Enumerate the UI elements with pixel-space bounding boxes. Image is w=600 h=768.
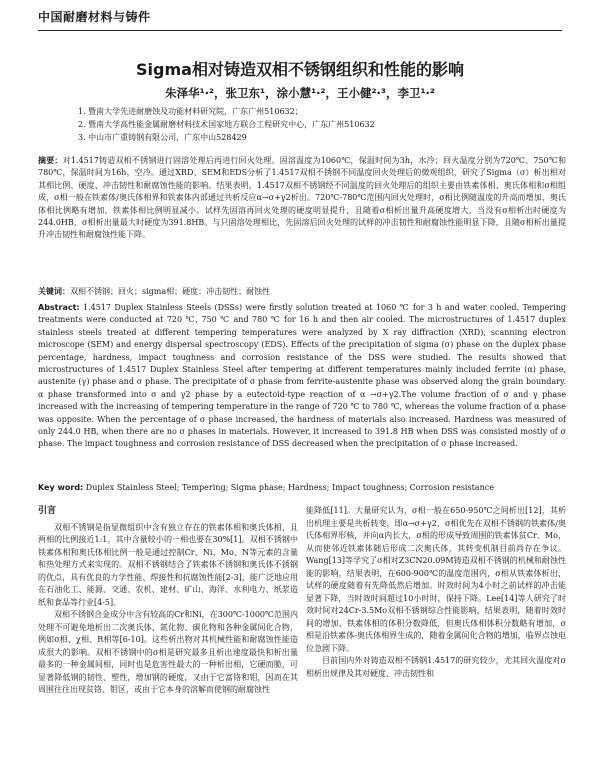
keywords-cn bbox=[38, 286, 566, 298]
body-right-column bbox=[306, 505, 566, 680]
abstract-cn bbox=[38, 155, 566, 242]
keywords-en bbox=[38, 482, 566, 494]
affiliation-2: 2. 暨南大学高性能金属耐磨材料技术国家地方联合工程研究中心，广东广州510632 bbox=[78, 120, 375, 129]
keywords-cn-label: 关键词： bbox=[38, 287, 70, 296]
body-paragraph: 双相不锈钢是指显微组织中含有独立存在的铁素体相和奥氏体相，且两相的比例接近1:1，其中含量较小的一相也要在30%[1]。双相不锈钢中铁素体相和奥氏体相比例一般是通过控制Cr、Ni、Mo、N等元素的含量和热处理方式来实现的。双相不锈钢结合了铁素体不锈钢和奥氏体不锈钢的优点，具有优良的力学性能、焊接性和抗腐蚀性能[2-3]，能广泛地应用在石油化工、能源、交通、农机、建材、矿山、海洋、水利电力、纸浆造纸和食品等行业[4-5]。 bbox=[38, 522, 298, 607]
abstract-en-text: 1.4517 Duplex Stainless Steels (DSSs) were firstly solution treated at 1060 ℃ for 3 h and water cooled. Tempering treatments were conducted at 720 ℃, 750 ℃ and 780 ℃ for 16 h and then air cooled. The microstructures of 1.4517 duplex stainless steels treated at different tempering temperatures were analyzed by X ray diffraction (XRD), scanning electron microscope (SEM) and energy dispersal spectroscopy (EDS). Effects of the precipitation of sigma (σ) phase on the duplex phase percentage, hardness, impact toughness and corrosion resistance of the DSS were studied. The results showed that microstructures of 1.4517 Duplex Stainless Steel after tempering at different temperatures mainly included ferrite (α) phase, austenite (γ) phase and σ phase. The precipitate of σ phase from ferrite-austenite phase was observed along the grain boundary. α phase transformed into σ and γ2 phase by a eutectoid-type reaction of α →σ+γ2.The volume fraction of σ and γ phase increased with the increasing of tempering temperature in the range of 720 ℃ to 780 ℃, whereas the volume fraction of α phase was opposite. When the percentage of σ phase increased, the hardness of materials also increased. Hardness was measured of only 244.0 HB, when there are no σ phases in materials. However, it increased to 391.8 HB when DSS was consisted mostly of σ phase. The impact toughness and corrosion resistance of DSS decreased when the precipitation of σ phase increased. bbox=[38, 303, 566, 449]
journal-header: 中国耐磨材料与铸件 bbox=[38, 10, 151, 24]
keywords-en-text: Duplex Stainless Steel; Tempering; Sigma phase; Hardness; Impact toughness; Corrosion resistance bbox=[85, 483, 494, 492]
body-paragraph: 目前国内外对铸造双相不锈钢1.4517的研究较少，尤其回火温度对σ相析出规律及其对硬度、冲击韧性和 bbox=[306, 656, 566, 678]
header-rule bbox=[38, 30, 562, 31]
body-paragraph: 双相不锈钢合金成分中含有较高的Cr和Ni，在300℃-1000℃范围内处理不可避免地析出二次奥氏体、氮化物、碳化物和各种金属间化合物，例如σ相、χ相、R相等[6-10]。这些析出物对其机械性能和耐腐蚀性能造成很大的影响。双相不锈钢中的σ相是研究最多且析出速度最快和析出量最多的一种金属间相，同时也是危害性最大的一种析出相，它硬而脆，可显著降低钢的韧性、塑性，增加钢的硬度，又由于它富铬和钼，因而在其周围往往出现贫铬、钼区，或由于它本身的溶解而使钢的耐腐蚀性 bbox=[38, 610, 298, 694]
affiliation-1: 1. 暨南大学先进耐磨蚀及功能材料研究院，广东广州510632； bbox=[78, 107, 303, 116]
keywords-cn-text: 双相不锈钢；回火；sigma相；硬度；冲击韧性；耐蚀性 bbox=[70, 287, 271, 296]
abstract-en-label: Abstract: bbox=[38, 303, 80, 312]
paper-title: Sigma相对铸造双相不锈钢组织和性能的影响 bbox=[136, 60, 464, 79]
body-left-column bbox=[38, 505, 298, 697]
keywords-en-label: Key word: bbox=[38, 483, 84, 492]
body-paragraph: 能降低[11]。大量研究认为，σ相一般在650-950℃之间析出[12]，其析出机理主要是共析转变，即α→σ+γ2，σ相优先在双相不锈钢的铁素体/奥氏体相界形核，并向α内长大，σ相的形成导致周围的铁素体贫Cr、Mo，从而使邻近铁素体随后形成二次奥氏体，其转变机制目前尚存在争议。Wang[13]等学究了σ相对Z3CN20.09M铸造双相不锈钢的机械和耐蚀性能的影响，结果表明，在600-900℃的温度范围内，σ相从铁素体析出，试样的硬度随着有先降低然后增加。时效时间为4小时之前试样的冲击能显著下降，当时效时间超过10小时时，保持下降。Lee[14]等人研究了时效时间对24Cr-3.5Mo双相不锈钢综合性能影响，结果表明，随着时效时间的增加，铁素体相的体积分数降低，但奥氏体相体积分数略有增加，σ相是沿铁素体-奥氏体相界生成的，随着金属间化合物的增加，临界点蚀电位急剧下降。 bbox=[306, 506, 566, 653]
affiliation-3: 3. 中山市广重铸钢有限公司，广东中山528429 bbox=[78, 133, 247, 142]
abstract-en bbox=[38, 302, 566, 451]
abstract-cn-text: 对1.4517铸造双相不锈钢进行固溶处理后再进行回火处理。固溶温度为1060℃，保温时间为3h，水冷；回火温度分别为720℃、750℃和780℃，保温时间为16h，空冷。通过XRD、SEM和EDS分析了1.4517双相不锈钢不同温度回火处理后的微观组织，研究了Sigma（σ）析出相对其相比例、硬度、冲击韧性和耐腐蚀性能的影响。结果表明，1.4517双相不锈钢经不同温度的回火处理后的组织主要由铁素体相、奥氏体相和σ相组成，σ相一般在铁素体/奥氏体相界和铁素体内部通过共析反应α→σ+γ2析出。720℃-780℃范围内回火处理时，σ相比例随温度的升高而增加，奥氏体相比例略有增加，铁素体相比例明显减小。试样先固溶再回火处理的硬度明显提升，且随着σ相析出量升高硬度增大，当没有σ相析出时硬度为244.0HB，σ相析出量最大时硬度为391.8HB。与只固溶处理相比，先固溶后回火处理的试样的冲击韧性和耐腐蚀性能明显下降，且随σ相析出量提升冲击韧性和耐腐蚀性能下降。 bbox=[38, 156, 566, 240]
author-list: 朱泽华¹·²，张卫东¹，涂小慧¹·²，王小健²·³，李卫¹·² bbox=[165, 86, 435, 100]
section-heading-intro: 引言 bbox=[38, 506, 57, 516]
abstract-cn-label: 摘要： bbox=[38, 156, 63, 165]
